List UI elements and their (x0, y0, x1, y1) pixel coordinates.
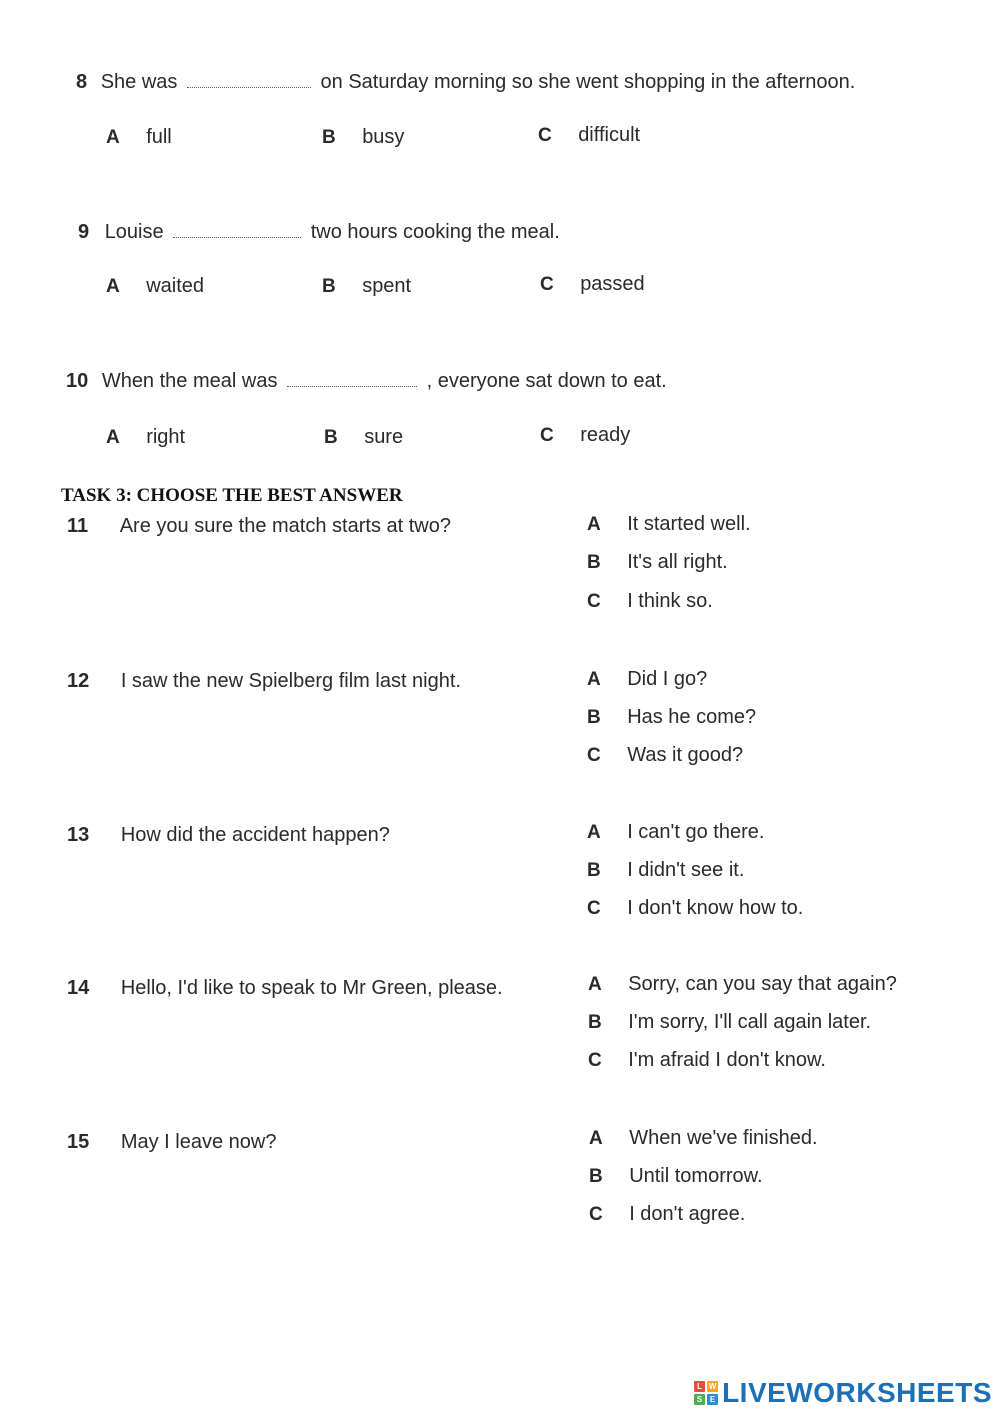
option-text: waited (146, 275, 204, 297)
answer-blank[interactable] (173, 233, 301, 238)
option-b[interactable] (322, 275, 411, 298)
option-c[interactable] (589, 1203, 745, 1226)
option-text: I don't know how to. (627, 897, 804, 919)
option-letter: A (588, 974, 602, 995)
liveworksheets-logo[interactable] (694, 1378, 992, 1408)
question-9-stem (78, 221, 560, 244)
answer-blank[interactable] (287, 382, 417, 387)
option-letter: B (587, 552, 601, 573)
option-text: ready (580, 424, 631, 446)
option-text: Was it good? (627, 744, 744, 766)
option-text: difficult (578, 124, 641, 146)
question-15-stem (67, 1131, 276, 1154)
option-text: spent (362, 275, 412, 297)
option-text: I can't go there. (627, 821, 765, 843)
question-8-stem (76, 71, 855, 94)
option-c[interactable] (587, 590, 713, 613)
option-letter: B (589, 1166, 603, 1187)
logo-mark-icon (694, 1381, 718, 1405)
option-a[interactable] (106, 275, 204, 298)
option-text: Did I go? (627, 668, 708, 690)
logo-grid-cell: L (694, 1381, 705, 1392)
option-a[interactable] (106, 426, 185, 449)
option-c[interactable] (540, 273, 645, 296)
option-b[interactable] (588, 1011, 871, 1034)
option-a[interactable] (589, 1127, 818, 1150)
option-text: right (146, 426, 186, 448)
option-a[interactable] (106, 126, 172, 149)
question-text-before: Louise (104, 221, 164, 243)
logo-grid-cell: W (708, 1382, 717, 1391)
option-b[interactable] (324, 426, 403, 449)
question-text-before: When the meal was (101, 370, 278, 392)
option-b[interactable] (322, 126, 404, 149)
option-letter: A (106, 276, 120, 297)
option-letter: C (589, 1204, 603, 1225)
option-text: When we've finished. (629, 1127, 818, 1149)
question-text: How did the accident happen? (120, 824, 390, 846)
option-letter: B (587, 860, 601, 881)
option-letter: A (589, 1128, 603, 1149)
question-text-after: two hours cooking the meal. (310, 221, 560, 243)
question-number: 8 (76, 71, 88, 93)
question-text: I saw the new Spielberg film last night. (120, 670, 461, 692)
option-text: I don't agree. (629, 1203, 746, 1225)
option-a[interactable] (587, 821, 764, 844)
question-text: Hello, I'd like to speak to Mr Green, please. (120, 977, 503, 999)
logo-grid-cell: E (707, 1394, 718, 1405)
option-letter: A (106, 127, 120, 148)
option-a[interactable] (587, 513, 751, 536)
option-letter: C (588, 1050, 602, 1071)
option-b[interactable] (587, 706, 756, 729)
option-b[interactable] (589, 1165, 763, 1188)
question-number: 11 (67, 515, 89, 537)
option-letter: B (588, 1012, 602, 1033)
question-number: 12 (67, 670, 90, 692)
option-text: sure (364, 426, 404, 448)
option-letter: C (587, 898, 601, 919)
option-letter: B (322, 127, 336, 148)
option-text: I'm afraid I don't know. (628, 1049, 826, 1071)
option-a[interactable] (588, 973, 897, 996)
option-letter: B (587, 707, 601, 728)
option-c[interactable] (540, 424, 630, 447)
option-text: passed (580, 273, 645, 295)
option-text: Sorry, can you say that again? (628, 973, 897, 995)
question-number: 14 (67, 977, 90, 999)
question-text-after: , everyone sat down to eat. (426, 370, 667, 392)
option-letter: C (540, 274, 554, 295)
option-c[interactable] (587, 897, 803, 920)
question-number: 9 (78, 221, 90, 243)
logo-grid-cell: S (694, 1394, 705, 1405)
task-3-title: TASK 3: CHOOSE THE BEST ANSWER (61, 485, 403, 506)
option-letter: C (587, 591, 601, 612)
option-text: It's all right. (627, 551, 728, 573)
question-number: 13 (67, 824, 90, 846)
question-13-stem (67, 824, 390, 847)
question-14-stem (67, 977, 503, 1000)
option-text: I didn't see it. (627, 859, 745, 881)
question-12-stem (67, 670, 461, 693)
option-a[interactable] (587, 668, 707, 691)
question-text: Are you sure the match starts at two? (119, 515, 451, 537)
option-letter: C (587, 745, 601, 766)
option-letter: B (322, 276, 336, 297)
question-number: 15 (67, 1131, 90, 1153)
logo-text: LIVEWORKSHEETS (722, 1377, 992, 1408)
question-10-stem (66, 370, 667, 393)
option-text: I think so. (627, 590, 713, 612)
option-letter: A (587, 514, 601, 535)
option-c[interactable] (588, 1049, 826, 1072)
option-text: It started well. (627, 513, 751, 535)
option-letter: B (324, 427, 338, 448)
option-text: full (146, 126, 172, 148)
question-number: 10 (66, 370, 89, 392)
question-11-stem (67, 515, 451, 538)
option-letter: A (587, 669, 601, 690)
option-c[interactable] (538, 124, 640, 147)
option-text: Until tomorrow. (629, 1165, 763, 1187)
option-b[interactable] (587, 551, 728, 574)
option-b[interactable] (587, 859, 744, 882)
option-c[interactable] (587, 744, 743, 767)
option-text: Has he come? (627, 706, 757, 728)
option-letter: A (106, 427, 120, 448)
option-text: busy (362, 126, 405, 148)
question-text-after: on Saturday morning so she went shopping in the afternoon. (320, 71, 856, 93)
question-text-before: She was (100, 71, 178, 93)
option-letter: C (540, 425, 554, 446)
answer-blank[interactable] (187, 83, 311, 88)
option-letter: C (538, 125, 552, 146)
option-letter: A (587, 822, 601, 843)
option-text: I'm sorry, I'll call again later. (628, 1011, 872, 1033)
question-text: May I leave now? (120, 1131, 277, 1153)
